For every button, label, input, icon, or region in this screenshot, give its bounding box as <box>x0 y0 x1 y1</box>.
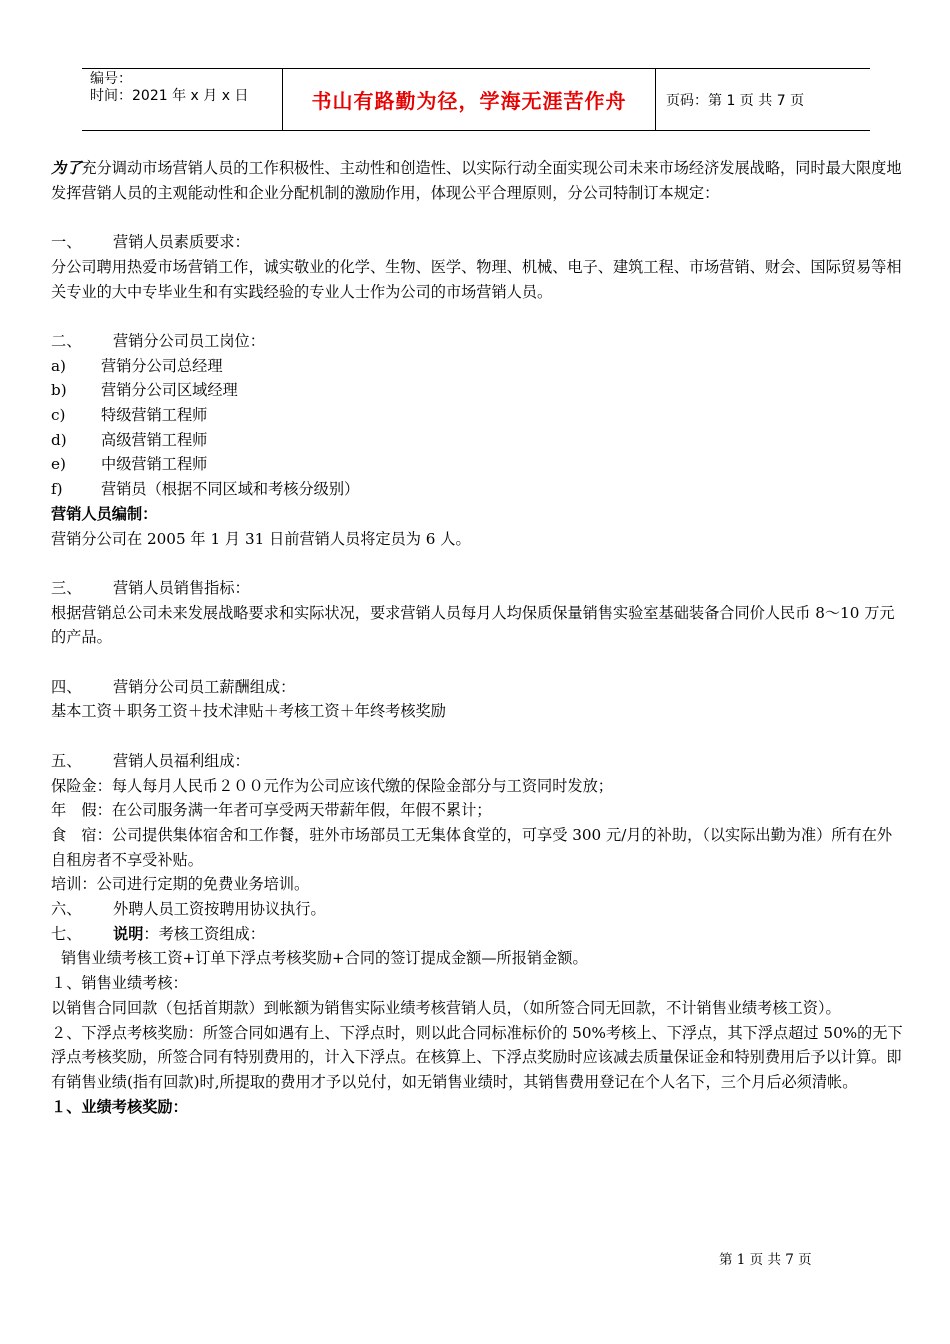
header-motto-cell <box>282 69 656 130</box>
section-7-heading: 七、 说明：考核工资组成： <box>51 924 265 943</box>
sales-assessment-heading: １、销售业绩考核： <box>51 974 188 993</box>
benefit-insurance: 保险金：每人每月人民币２００元作为公司应该代缴的保险金部分与工资同时发放； <box>51 776 613 795</box>
section-1-body: 分公司聘用热爱市场营销工作，诚实敬业的化学、生物、医学、物理、机械、电子、建筑工程、市场营销、财会、国际贸易等相关专业的大中专毕业生和有实践经验的专业人士作为公司的市场营销人员。 <box>51 257 902 301</box>
intro-lead: 为了 <box>51 159 82 177</box>
position-item: f) 营销员（根据不同区域和考核分级别） <box>51 480 360 499</box>
performance-reward-heading: １、业绩考核奖励： <box>51 1097 188 1116</box>
float-point-paragraph: ２、下浮点考核奖励：所签合同如遇有上、下浮点时，则以此合同标准标价的 50%考核上、下浮点，其下浮点超过 50%的无下浮点考核奖励，所签合同有特别费用的，计入下浮点。在核算上、下浮点奖励时应该减去质量保证金和特别费用后予以计算。即有销售业绩(指有回款)时,所提取的费用才予以兑付，如无销售业绩时，其销售费用登记在个人名下，三个月后必须清帐。 <box>51 1023 903 1091</box>
sales-assessment-body: 以销售合同回款（包括首期款）到帐额为销售实际业绩考核营销人员，（如所签合同无回款，不计销售业绩考核工资）。 <box>51 998 841 1017</box>
benefit-leave: 年 假：在公司服务满一年者可享受两天带薪年假，年假不累计； <box>51 801 492 820</box>
position-item: a) 营销分公司总经理 <box>51 356 223 375</box>
position-item: e) 中级营销工程师 <box>51 455 208 474</box>
position-item: c) 特级营销工程师 <box>51 406 208 424</box>
assessment-formula: 销售业绩考核工资+订单下浮点考核奖励+合同的签订提成金额—所报销金额。 <box>61 949 588 968</box>
staffing-heading: 营销人员编制： <box>51 504 158 523</box>
intro-text: 充分调动市场营销人员的工作积极性、主动性和创造性、以实际行动全面实现公司未来市场经济发展战略，同时最大限度地发挥营销人员的主观能动性和企业分配机制的激励作用，体现公平合理原则，分公司特制订本规定： <box>51 159 902 202</box>
section-4-body: 基本工资＋职务工资＋技术津贴＋考核工资＋年终考核奖励 <box>51 702 446 721</box>
document-body <box>51 156 903 1119</box>
staffing-body: 营销分公司在 2005 年 1 月 31 日前营销人员将定员为 6 人。 <box>51 529 471 548</box>
doc-number-label: 编号： <box>90 71 132 87</box>
intro-paragraph <box>51 156 903 205</box>
section-2-heading: 二、 营销分公司员工岗位： <box>51 331 265 350</box>
header-meta <box>82 69 282 130</box>
section-3-heading: 三、 营销人员销售指标： <box>51 578 250 597</box>
section-5-heading: 五、 营销人员福利组成： <box>51 751 250 770</box>
position-item: d) 高级营销工程师 <box>51 430 208 449</box>
position-item: b) 营销分公司区域经理 <box>51 381 238 400</box>
benefit-lodging: 食 宿：公司提供集体宿舍和工作餐，驻外市场部员工无集体食堂的，可享受 300 元/月的补助，（以实际出勤为准）所有在外自租房者不享受补贴。 <box>51 825 893 869</box>
page-footer: 第 1 页 共 7 页 <box>719 1252 812 1268</box>
benefit-training: 培训：公司进行定期的免费业务培训。 <box>51 875 310 894</box>
section-3-body: 根据营销总公司未来发展战略要求和实际状况，要求营销人员每月人均保质保量销售实验室基础装备合同价人民币 8～10 万元的产品。 <box>51 603 895 647</box>
section-1-heading: 一、 营销人员素质要求： <box>51 233 250 252</box>
section-4-heading: 四、 营销分公司员工薪酬组成： <box>51 677 296 696</box>
header-motto: 书山有路勤为径，学海无涯苦作舟 <box>311 89 627 113</box>
header-page-label: 页码：第 1 页 共 7 页 <box>666 92 805 109</box>
doc-time-label: 时间：2021 年 x 月 x 日 <box>90 88 249 104</box>
page-header <box>82 68 870 131</box>
section-6-heading: 六、 外聘人员工资按聘用协议执行。 <box>51 900 326 919</box>
